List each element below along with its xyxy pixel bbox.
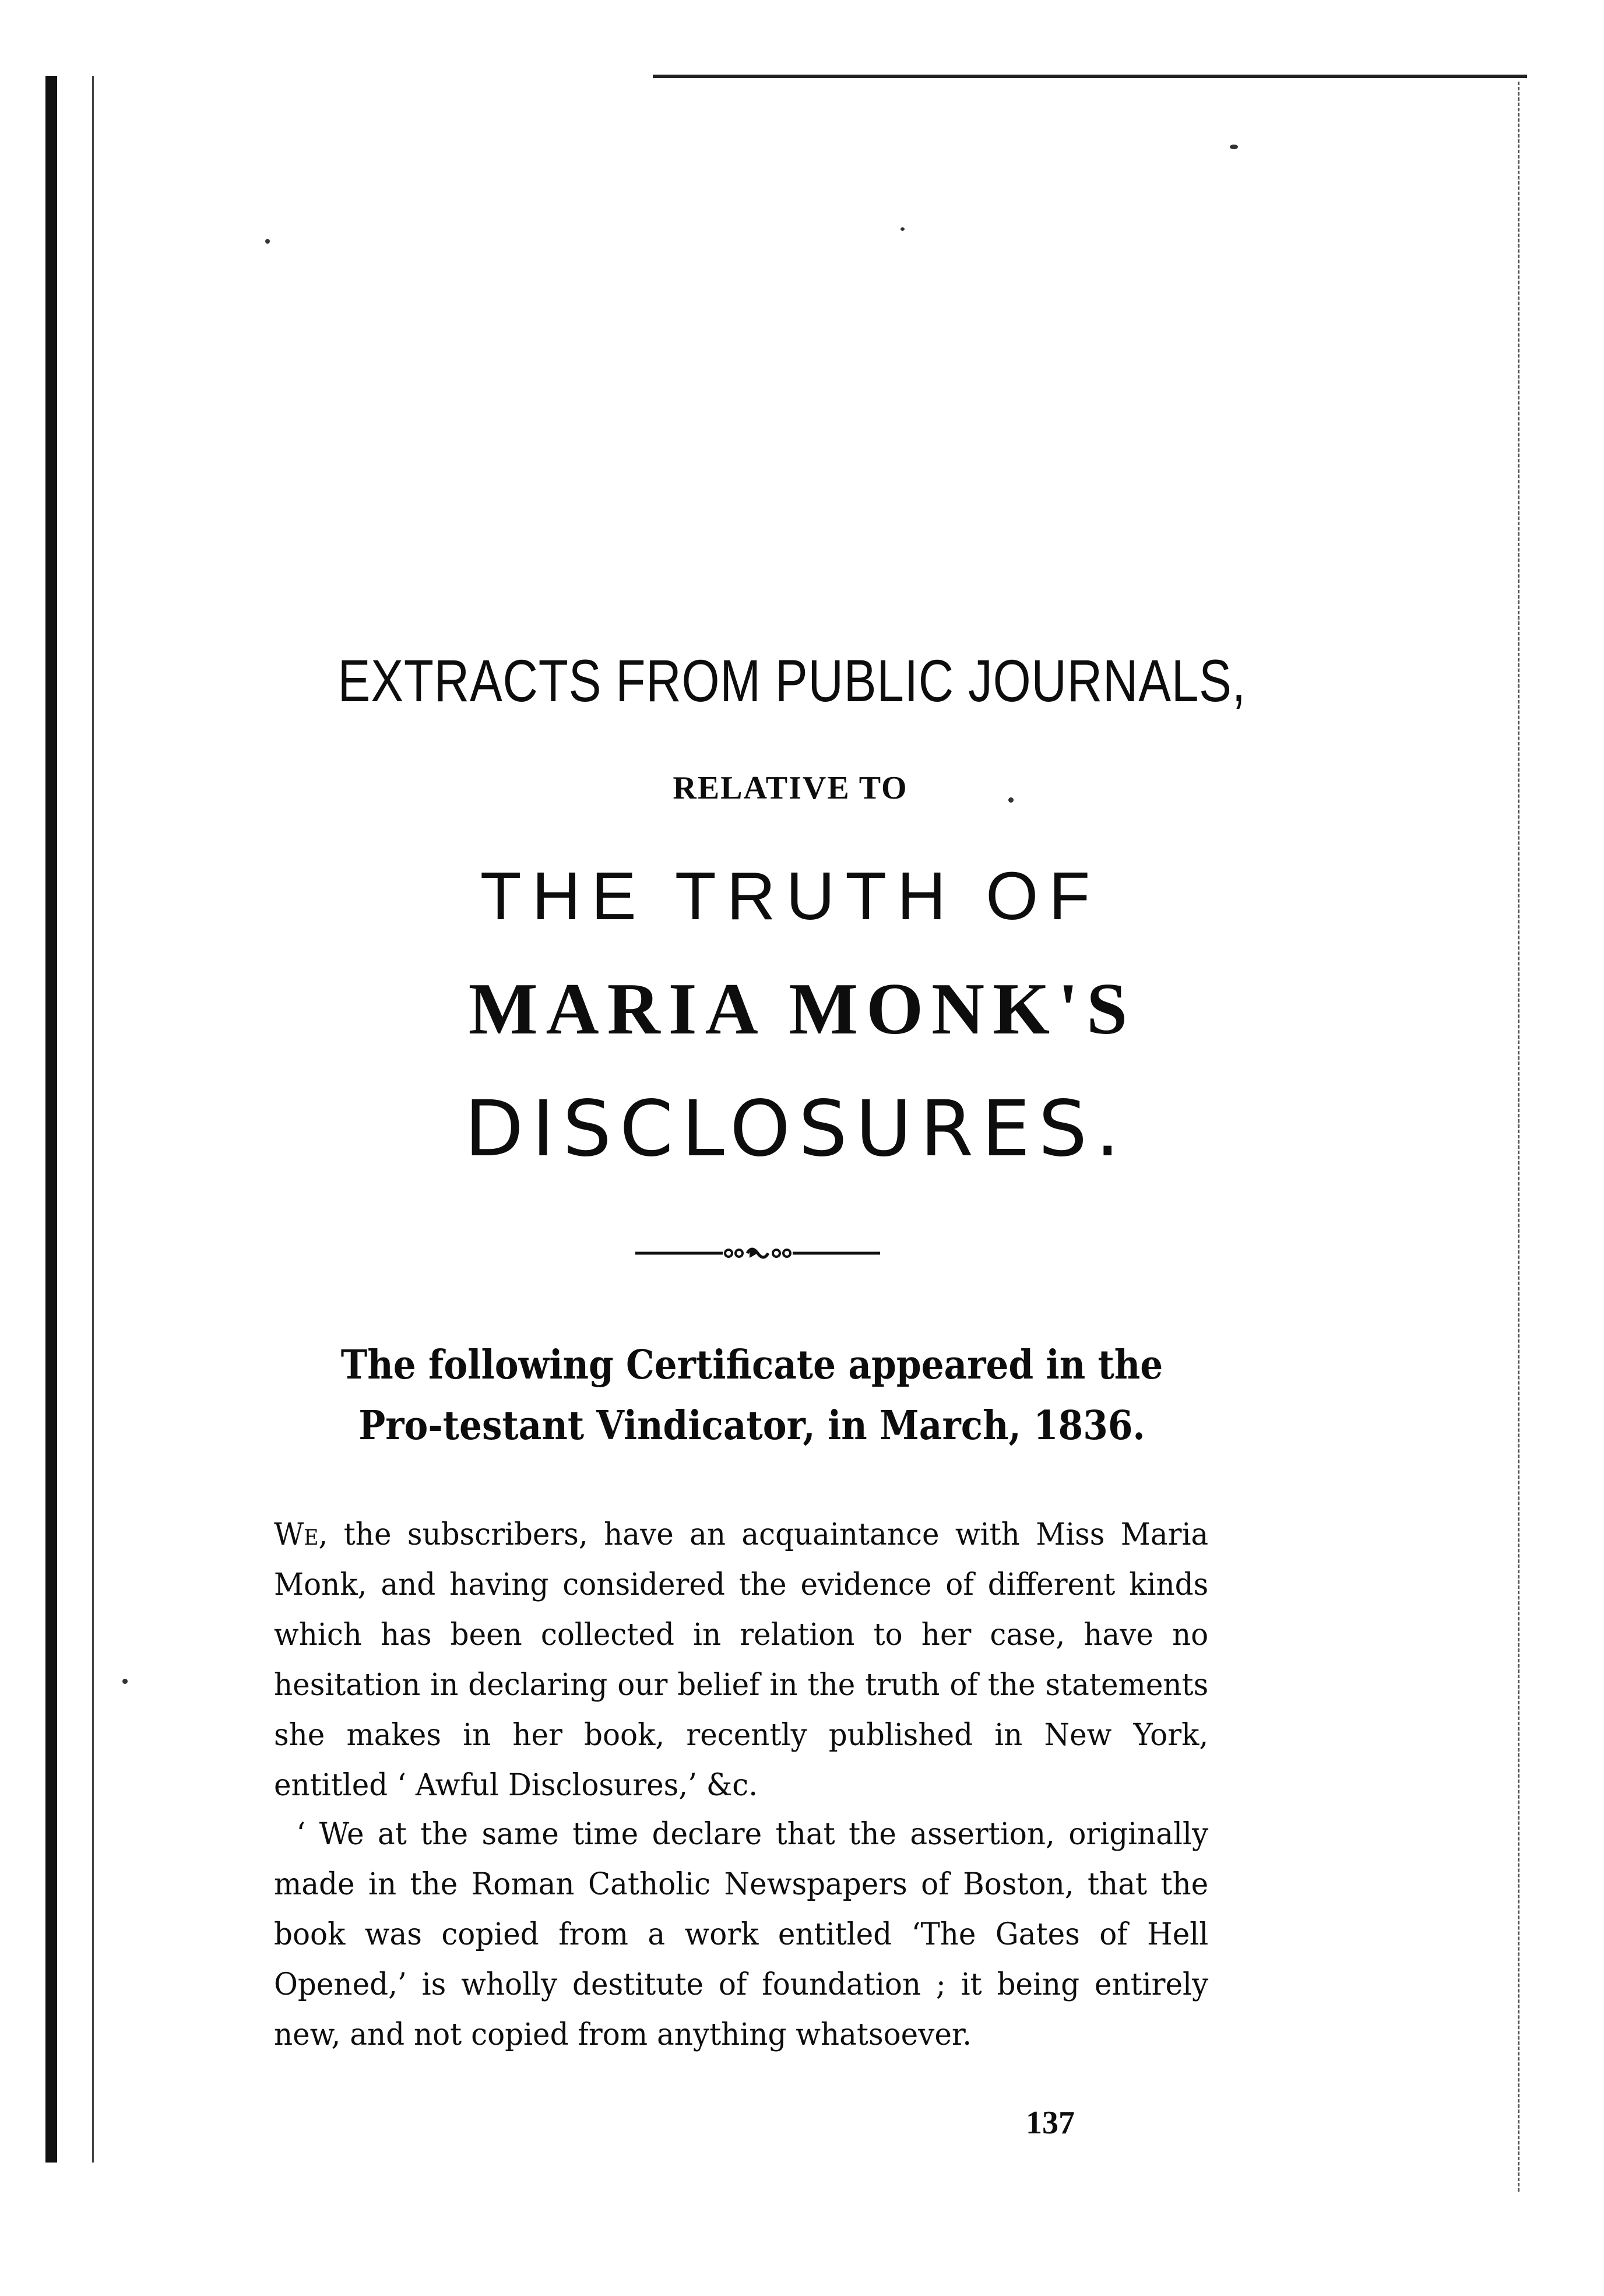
paragraph-1-lead: We [274,1517,319,1552]
page-number: 137 [1026,2105,1075,2141]
heading-truth-of: THE TRUTH OF [480,858,1101,934]
heading-extracts: EXTRACTS FROM PUBLIC JOURNALS, [337,648,1246,714]
paragraph-1 [274,1510,1208,1810]
scan-speck [1230,145,1238,149]
scan-speck [901,227,905,231]
scan-speck [122,1679,128,1684]
heading-relative-to: RELATIVE TO [673,770,908,806]
heading-maria-monks: MARIA MONK'S [468,969,1136,1050]
certificate-subheading: The following Certificate appeared in the Pro-testant Vindicator, in March, 1836. [340,1342,1163,1449]
ornament-divider [635,1242,880,1265]
paragraph-1-text: , the subscribers, have an acquaintance with Miss Maria Monk, and having considered the evidence of different kinds which has been collected in relation to her case, have no hesitation in declaring our belief in the truth of the statements she makes in her book, recently published in New York, entitled ‘ Awful Disclosures,’ &c. [274,1517,1209,1803]
top-page-edge [653,75,1527,78]
heading-disclosures: DISCLOSURES. [464,1084,1128,1174]
scan-speck [265,239,270,244]
paragraph-2: ‘ We at the same time declare that the assertion, originally made in the Roman Catholic Newspapers of Boston, that the book was copied from a work entitled ‘The Gates of Hell Opened,’ is wholly destitute of foundation ; it being entirely new, and not copied from anything whatsoever. [274,1817,1209,2052]
